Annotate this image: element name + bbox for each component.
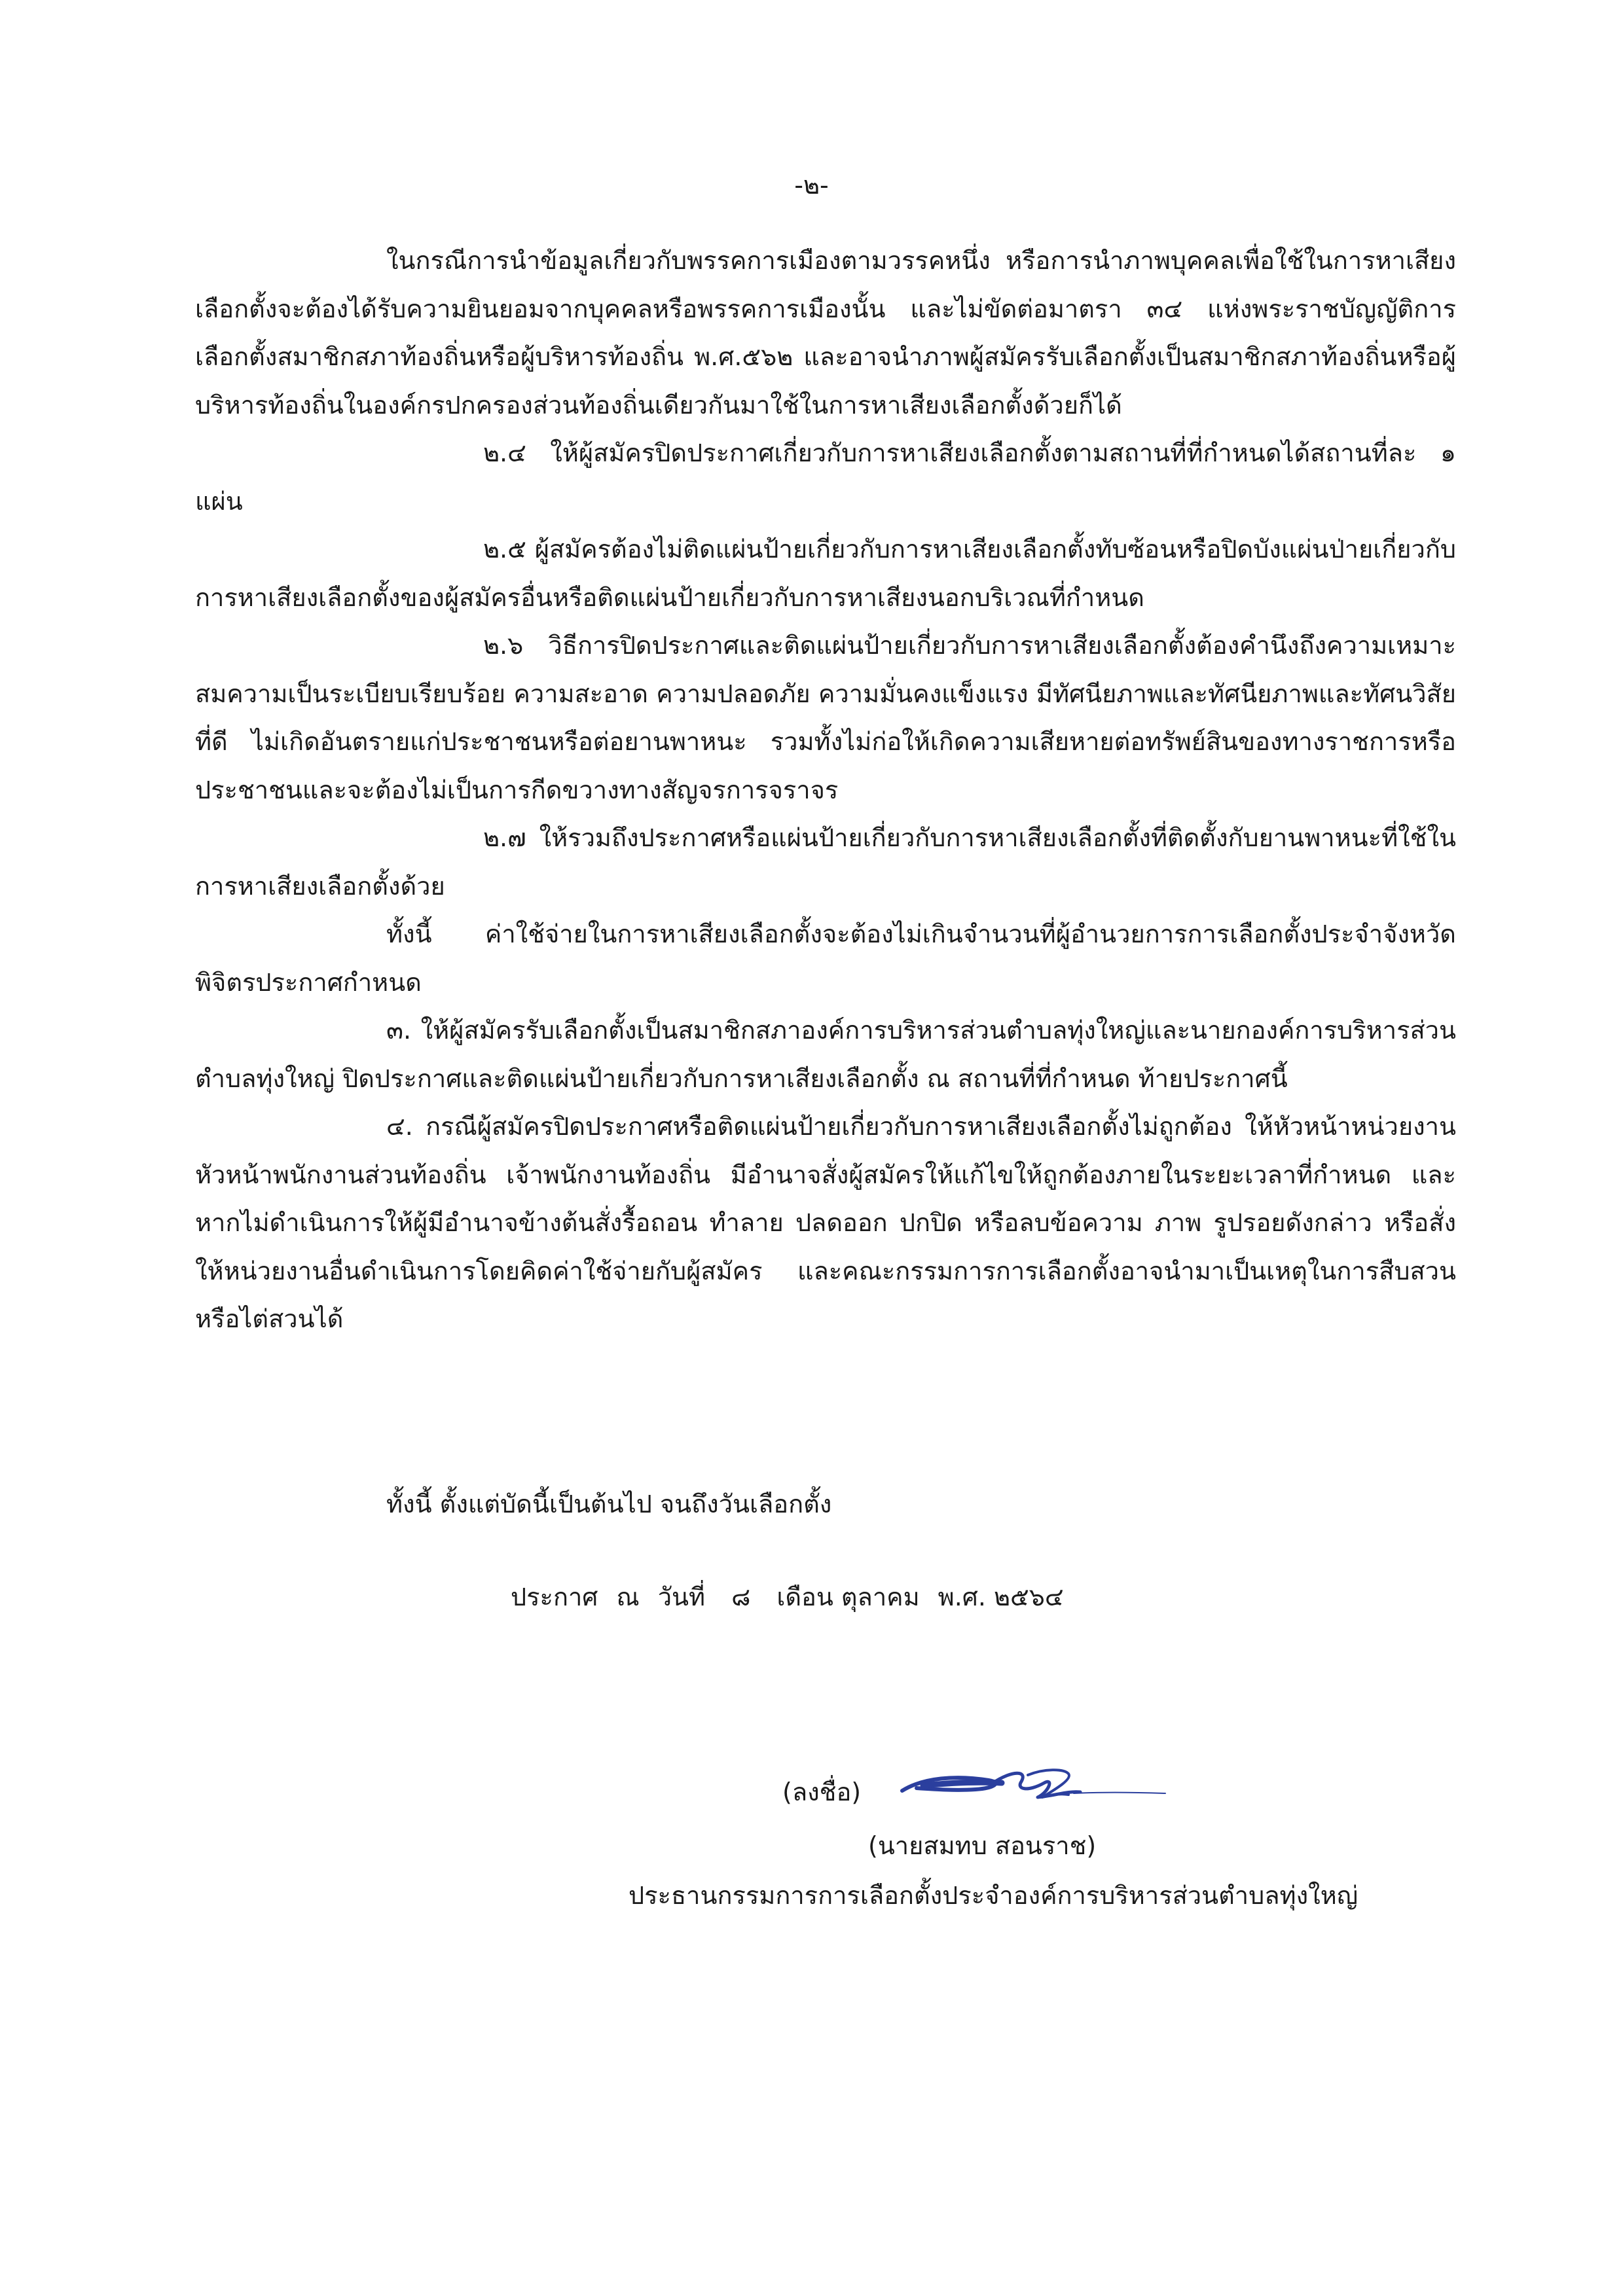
date-year-label: พ.ศ.: [938, 1583, 986, 1611]
paragraph-3: ๓. ให้ผู้สมัครรับเลือกตั้งเป็นสมาชิกสภาองค์การบริหารส่วนตำบลทุ่งใหญ่และนายกองค์การบริหารส่วนตำบลทุ่งใหญ่ ปิดประกาศและติดแผ่นป้ายเกี่ยวกับการหาเสียงเลือกตั้ง ณ สถานที่ที่กำหนด ท้ายประกาศนี้: [195, 1016, 1456, 1093]
signer-title: ประธานกรรมการการเลือกตั้งประจำองค์การบริหารส่วนตำบลทุ่งใหญ่: [629, 1881, 1359, 1910]
date-day-label: วันที่: [657, 1583, 706, 1611]
date-day: ๘: [731, 1583, 751, 1611]
signer-name: (นายสมทบ สอนราช): [868, 1831, 1097, 1860]
document-body: [195, 237, 1456, 1344]
handwritten-signature: [897, 1751, 1172, 1817]
announcement-date: [511, 1577, 1064, 1617]
paragraph-intro-continuation: ในกรณีการนำข้อมูลเกี่ยวกับพรรคการเมืองตามวรรคหนึ่ง หรือการนำภาพบุคคลเพื่อใช้ในการหาเสียงเลือกตั้งจะต้องได้รับความยินยอมจากบุคคลหรือพรรคการเมืองนั้น และไม่ขัดต่อมาตรา ๓๔ แห่งพระราชบัญญัติการเลือกตั้งสมาชิกสภาท้องถิ่นหรือผู้บริหารท้องถิ่น พ.ศ.๕๖๒ และอาจนำภาพผู้สมัครรับเลือกตั้งเป็นสมาชิกสภาท้องถิ่นหรือผู้บริหารท้องถิ่นในองค์กรปกครองส่วนท้องถิ่นเดียวกันมาใช้ในการหาเสียงเลือกตั้งด้วยก็ได้: [195, 246, 1456, 420]
paragraph-2-5: ๒.๕ ผู้สมัครต้องไม่ติดแผ่นป้ายเกี่ยวกับการหาเสียงเลือกตั้งทับซ้อนหรือปิดบังแผ่นป่ายเกี่ยวกับการหาเสียงเลือกตั้งของผู้สมัครอื่นหรือติดแผ่นป้ายเกี่ยวกับการหาเสียงนอกบริเวณที่กำหนด: [195, 535, 1456, 612]
page-number: -๒-: [794, 171, 829, 200]
date-year: ๒๕๖๔: [993, 1583, 1064, 1611]
paragraph-2-7: ๒.๗ ให้รวมถึงประกาศหรือแผ่นป้ายเกี่ยวกับการหาเสียงเลือกตั้งที่ติดตั้งกับยานพาหนะที่ใช้ในการหาเสียงเลือกตั้งด้วย: [195, 823, 1456, 901]
paragraph-4: ๔. กรณีผู้สมัครปิดประกาศหรือติดแผ่นป้ายเกี่ยวกับการหาเสียงเลือกตั้งไม่ถูกต้อง ให้หัวหน้าหน่วยงาน หัวหน้าพนักงานส่วนท้องถิ่น เจ้าพนักงานท้องถิ่น มีอำนาจสั่งผู้สมัครให้แก้ไขให้ถูกต้องภายในระยะเวลาที่กำหนด และหากไม่ดำเนินการให้ผู้มีอำนาจข้างต้นสั่งรื้อถอน ทำลาย ปลดออก ปกปิด หรือลบข้อความ ภาพ รูปรอยดังกล่าว หรือสั่งให้หน่วยงานอื่นดำเนินการโดยคิดค่าใช้จ่ายกับผู้สมัคร และคณะกรรมการการเลือกตั้งอาจนำมาเป็นเหตุในการสืบสวนหรือไต่สวนได้: [195, 1112, 1456, 1333]
date-month-label: เดือน: [776, 1583, 833, 1611]
date-prefix: ประกาศ: [511, 1583, 598, 1611]
signature-label: (ลงชื่อ): [782, 1778, 862, 1806]
closing-statement: ทั้งนี้ ตั้งแต่บัดนี้เป็นต้นไป จนถึงวันเลือกตั้ง: [386, 1490, 832, 1518]
date-at: ณ: [616, 1583, 640, 1611]
paragraph-2-4: ๒.๔ ให้ผู้สมัครปิดประกาศเกี่ยวกับการหาเสียงเลือกตั้งตามสถานที่ที่กำหนดได้สถานที่ละ ๑ แผ่น: [195, 439, 1456, 516]
paragraph-expense-limit: ทั้งนี้ ค่าใช้จ่ายในการหาเสียงเลือกตั้งจะต้องไม่เกินจำนวนที่ผู้อำนวยการการเลือกตั้งประจำจังหวัดพิจิตรประกาศกำหนด: [195, 920, 1456, 997]
paragraph-2-6: ๒.๖ วิธีการปิดประกาศและติดแผ่นป้ายเกี่ยวกับการหาเสียงเลือกตั้งต้องคำนึงถึงความเหมาะสมความเป็นระเบียบเรียบร้อย ความสะอาด ความปลอดภัย ความมั่นคงแข็งแรง มีทัศนียภาพและทัศนียภาพและทัศนวิสัยที่ดี ไม่เกิดอันตรายแก่ประชาชนหรือต่อยานพาหนะ รวมทั้งไม่ก่อให้เกิดความเสียหายต่อทรัพย์สินของทางราชการหรือประชาชนและจะต้องไม่เป็นการกีดขวางทางสัญจรการจราจร: [195, 631, 1456, 804]
date-month: ตุลาคม: [841, 1583, 920, 1611]
